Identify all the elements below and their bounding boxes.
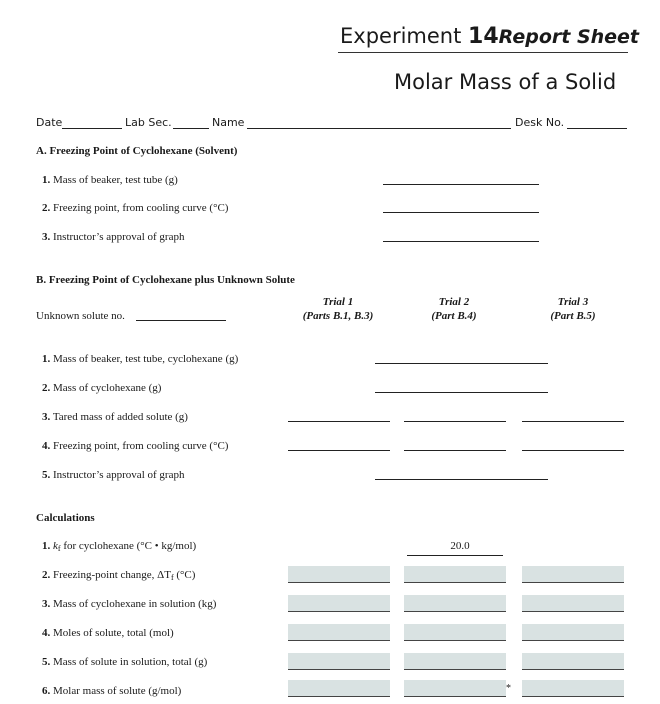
section-a-title: A. Freezing Point of Cyclohexane (Solvent) [36,145,238,157]
name-label: Name [212,116,245,129]
trial-3-header [518,295,628,323]
lab-sec-field[interactable] [173,128,209,129]
trial-name: Trial 2 [438,296,470,308]
calc-item-6 [42,685,181,697]
date-label: Date [36,116,63,129]
item-number: 1. [42,353,51,365]
section-b-item-4 [42,440,228,452]
b5-field[interactable] [375,479,548,480]
c2-trial-3-field[interactable] [522,566,624,583]
c6-trial-1-field[interactable] [288,680,390,697]
b1-field[interactable] [375,363,548,364]
experiment-label: Experiment [340,24,462,48]
asterisk-marker: * [506,683,511,694]
trial-2-header [399,295,509,323]
c3-trial-2-field[interactable] [404,595,506,612]
trial-1-header [283,295,393,323]
c4-trial-2-field[interactable] [404,624,506,641]
lab-sec-label: Lab Sec. [125,116,172,129]
section-b-item-3 [42,411,188,423]
c3-trial-1-field[interactable] [288,595,390,612]
calc-item-3 [42,598,216,610]
trial-name: Trial 1 [322,296,354,308]
c5-trial-1-field[interactable] [288,653,390,670]
date-field[interactable] [62,128,122,129]
calc-item-5 [42,656,207,668]
calc-item-4 [42,627,174,639]
item-number: 2. [42,202,51,214]
experiment-number: 14 [468,24,499,49]
item-label: Instructor’s approval of graph [53,231,185,243]
item-label: Moles of solute, total (mol) [53,627,174,639]
c3-trial-3-field[interactable] [522,595,624,612]
item-number: 1. [42,540,51,552]
item-label: Freezing-point change, ΔT [53,569,171,581]
item-label: Freezing point, from cooling curve (°C) [53,440,229,452]
item-number: 1. [42,174,51,186]
item-label: k [53,540,58,552]
item-label: Mass of beaker, test tube (g) [53,174,178,186]
item-label: Mass of cyclohexane (g) [53,382,162,394]
item-number: 5. [42,469,51,481]
desk-no-field[interactable] [567,128,627,129]
c4-trial-1-field[interactable] [288,624,390,641]
approval-field[interactable] [383,241,539,242]
item-label-suffix: (°C) [173,569,196,581]
section-b-title: B. Freezing Point of Cyclohexane plus Unknown Solute [36,274,295,286]
trial-name: Trial 3 [557,296,589,308]
item-number: 6. [42,685,51,697]
beaker-mass-field[interactable] [383,184,539,185]
section-b-item-1 [42,353,238,365]
item-subscript: f [57,544,61,553]
trial-parts: (Part B.5) [550,310,596,322]
page-subtitle: Molar Mass of a Solid [394,70,617,94]
b2-field[interactable] [375,392,548,393]
b3-trial-2-field[interactable] [404,421,506,422]
c5-trial-2-field[interactable] [404,653,506,670]
item-subscript: f [170,573,174,582]
report-sheet-label: Report Sheet [498,26,640,48]
freezing-point-field[interactable] [383,212,539,213]
item-number: 5. [42,656,51,668]
b4-trial-2-field[interactable] [404,450,506,451]
c4-trial-3-field[interactable] [522,624,624,641]
item-label: Mass of cyclohexane in solution (kg) [53,598,217,610]
item-number: 3. [42,231,51,243]
kf-field[interactable] [407,555,503,556]
b3-trial-3-field[interactable] [522,421,624,422]
b4-trial-3-field[interactable] [522,450,624,451]
item-label: Molar mass of solute (g/mol) [53,685,182,697]
item-label: Instructor’s approval of graph [53,469,185,481]
item-label: Tared mass of added solute (g) [52,411,188,423]
name-field[interactable] [247,128,511,129]
b4-trial-1-field[interactable] [288,450,390,451]
section-a-item-2 [42,202,228,214]
section-a-item-1 [42,174,178,186]
b3-trial-1-field[interactable] [288,421,390,422]
calc-item-2 [42,569,195,582]
unknown-solute-field[interactable] [136,320,226,321]
desk-no-label: Desk No. [515,116,565,129]
trial-parts: (Part B.4) [431,310,477,322]
calculations-title: Calculations [36,512,95,524]
item-number: 3. [42,411,51,423]
kf-value: 20.0 [450,540,470,552]
item-number: 4. [42,440,51,452]
c2-trial-1-field[interactable] [288,566,390,583]
c6-trial-2-field[interactable] [404,680,506,697]
item-number: 2. [42,382,51,394]
unknown-solute-label: Unknown solute no. [36,310,125,322]
c5-trial-3-field[interactable] [522,653,624,670]
calc-item-1 [42,540,196,553]
item-label-suffix: for cyclohexane (°C • kg/mol) [60,540,197,552]
section-b-item-5 [42,469,184,481]
trial-parts: (Parts B.1, B.3) [302,310,374,322]
item-label: Mass of beaker, test tube, cyclohexane (g) [53,353,239,365]
item-number: 2. [42,569,51,581]
title-divider [338,52,628,53]
section-a-item-3 [42,231,184,243]
c6-trial-3-field[interactable] [522,680,624,697]
item-number: 4. [42,627,51,639]
experiment-title [340,24,639,49]
c2-trial-2-field[interactable] [404,566,506,583]
item-label: Freezing point, from cooling curve (°C) [53,202,229,214]
item-label: Mass of solute in solution, total (g) [53,656,208,668]
section-b-item-2 [42,382,161,394]
item-number: 3. [42,598,51,610]
